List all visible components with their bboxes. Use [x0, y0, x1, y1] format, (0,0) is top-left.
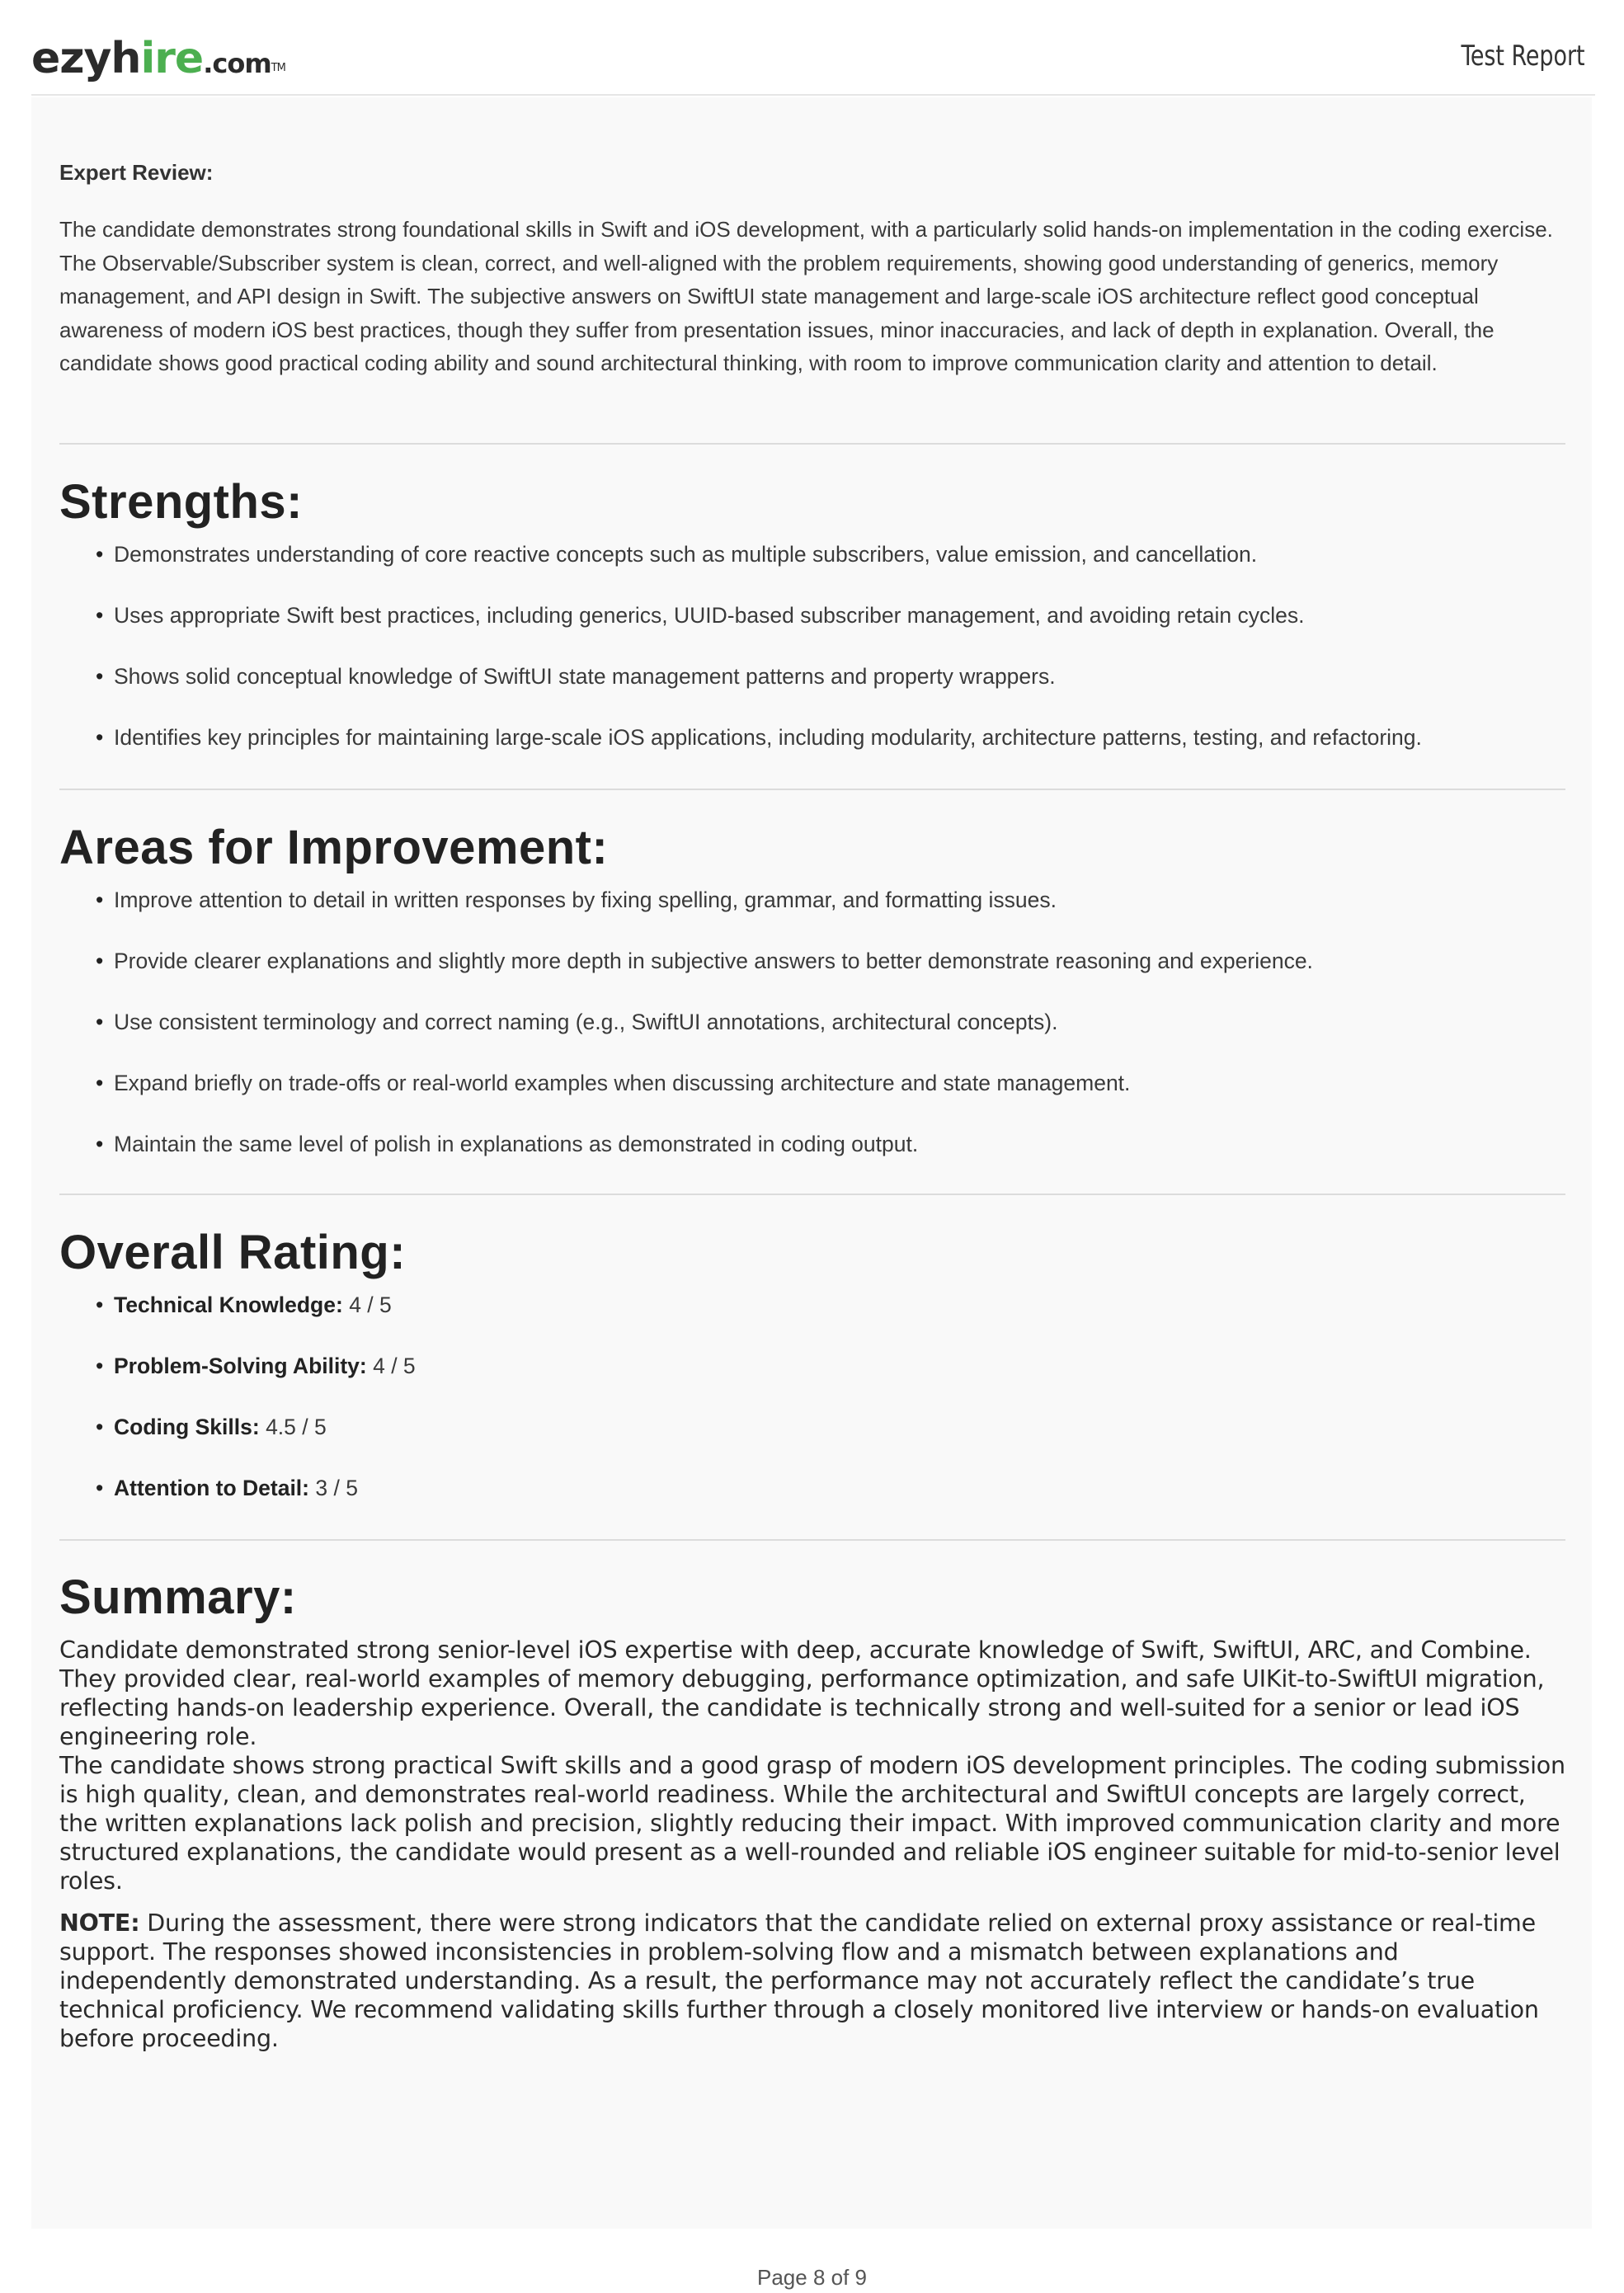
- strengths-heading: Strengths:: [59, 475, 303, 529]
- divider: [59, 1539, 1565, 1541]
- rating-list: [96, 1288, 1572, 1533]
- content-panel: [31, 97, 1592, 2229]
- improvement-list: [96, 883, 1572, 1189]
- list-item: • Shows solid conceptual knowledge of SwiftUI state management patterns and property wrappers.: [96, 660, 1572, 721]
- rating-item-problem-solving: • Problem-Solving Ability: 4 / 5: [96, 1349, 1572, 1410]
- rating-heading: Overall Rating:: [59, 1226, 407, 1279]
- list-item: • Provide clearer explanations and slightly more depth in subjective answers to better demonstrate reasoning and experience.: [96, 944, 1572, 1005]
- ezyhire-logo: ezyhire.com™: [31, 34, 285, 83]
- divider: [59, 443, 1565, 445]
- rating-item-technical: • Technical Knowledge: 4 / 5: [96, 1288, 1572, 1349]
- improvement-heading: Areas for Improvement:: [59, 821, 609, 874]
- list-item: • Uses appropriate Swift best practices, including generics, UUID-based subscriber management, and avoiding retain cycles.: [96, 599, 1572, 660]
- rating-item-attention: • Attention to Detail: 3 / 5: [96, 1471, 1572, 1533]
- summary-text: [59, 1636, 1569, 2053]
- expert-review-text: The candidate demonstrates strong foundational skills in Swift and iOS development, with a particularly solid hands-on implementation in the coding exercise. The Observable/Subscriber system is clean, correct, and well-aligned with the problem requirements, showing good understanding of generics, memory management, and API design in Swift. The subjective answers on SwiftUI state management and large-scale iOS architecture reflect good conceptual awareness of modern iOS best practices, though they suffer from presentation issues, minor inaccuracies, and lack of depth in explanation. Overall, the candidate shows good practical coding ability and sound architectural thinking, with room to improve communication clarity and attention to detail.: [59, 217, 1553, 375]
- page-header: [31, 30, 1595, 96]
- page-number: Page 8 of 9: [757, 2265, 867, 2290]
- list-item: • Identifies key principles for maintaining large-scale iOS applications, including modularity, architecture patterns, testing, and refactoring.: [96, 721, 1572, 782]
- summary-paragraph: Candidate demonstrated strong senior-level iOS expertise with deep, accurate knowledge of Swift, SwiftUI, ARC, and Combine. They provided clear, real-world examples of memory debugging, performance optimization, and safe UIKit-to-SwiftUI migration, reflecting hands-on leadership experience. Overall, the candidate is technically strong and well-suited for a senior or lead iOS engineering role.: [59, 1636, 1545, 1750]
- report-label: Test Report: [1461, 40, 1585, 73]
- strengths-list: [96, 538, 1572, 782]
- list-item: • Maintain the same level of polish in explanations as demonstrated in coding output.: [96, 1128, 1572, 1189]
- list-item: • Demonstrates understanding of core reactive concepts such as multiple subscribers, value emission, and cancellation.: [96, 538, 1572, 599]
- summary-paragraph: The candidate shows strong practical Swift skills and a good grasp of modern iOS development principles. The coding submission is high quality, clean, and demonstrates real-world readiness. While the architectural and SwiftUI concepts are largely correct, the written explanations lack polish and precision, slightly reducing their impact. With improved communication clarity and more structured explanations, the candidate would present as a well-rounded and reliable iOS engineer suitable for mid-to-senior level roles.: [59, 1752, 1565, 1895]
- rating-item-coding: • Coding Skills: 4.5 / 5: [96, 1410, 1572, 1471]
- divider: [59, 1194, 1565, 1195]
- list-item: • Improve attention to detail in written responses by fixing spelling, grammar, and formatting issues.: [96, 883, 1572, 944]
- divider: [59, 789, 1565, 790]
- expert-review-title: Expert Review:: [59, 160, 214, 185]
- list-item: • Use consistent terminology and correct naming (e.g., SwiftUI annotations, architectural concepts).: [96, 1005, 1572, 1066]
- summary-note: NOTE: During the assessment, there were strong indicators that the candidate relied on external proxy assistance or real-time support. The responses showed inconsistencies in problem-solving flow and a mismatch between explanations and independently demonstrated understanding. As a result, the performance may not accurately reflect the candidate’s true technical proficiency. We recommend validating skills further through a closely monitored live interview or hands-on evaluation before proceeding.: [59, 1909, 1539, 2052]
- list-item: • Expand briefly on trade-offs or real-world examples when discussing architecture and state management.: [96, 1066, 1572, 1128]
- summary-heading: Summary:: [59, 1570, 297, 1624]
